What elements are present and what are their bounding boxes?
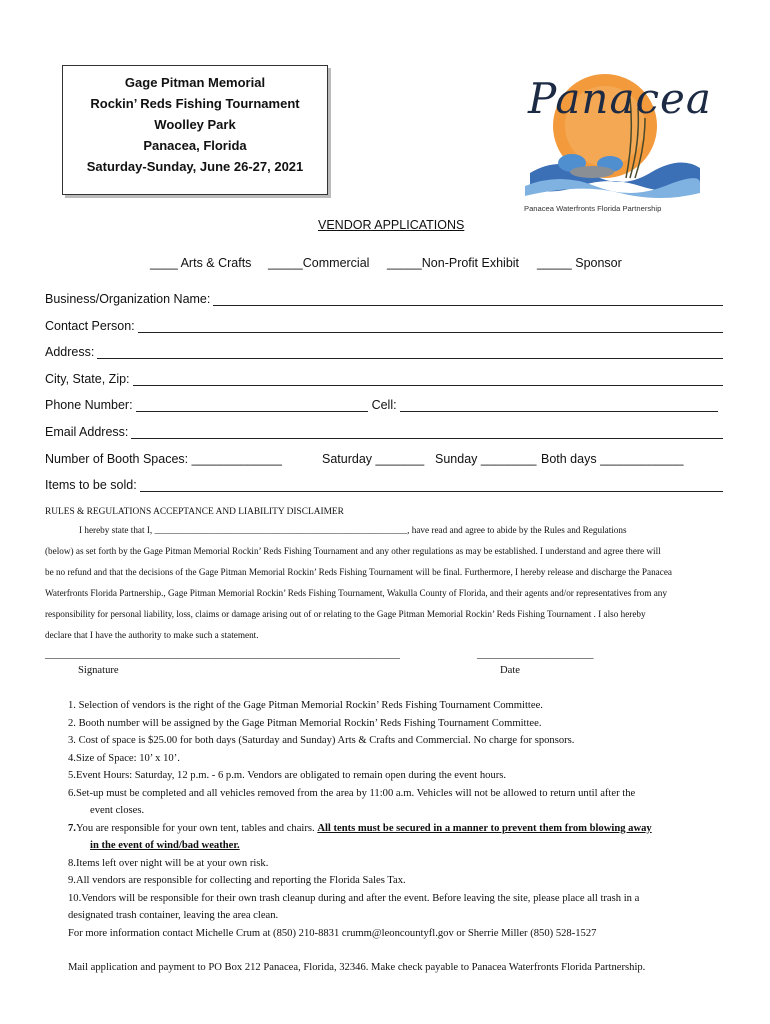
disclaimer-line: (below) as set forth by the Gage Pitman Memorial Rockin’ Reds Fishing Tournament and any other regulations as may be established. I understand and agree there will: [45, 546, 661, 556]
rule-7-number: 7.: [68, 822, 76, 834]
booth-spaces-field[interactable]: Number of Booth Spaces: _____________: [45, 452, 282, 466]
city-state-zip-field[interactable]: [45, 372, 723, 386]
rule-item: designated trash container, leaving the area clean.: [68, 910, 279, 921]
disclaimer-line: be no refund and that the decisions of the Gage Pitman Memorial Rockin’ Reds Fishing Tournament will be final. Furthermore, I hereby release and discharge the Panacea: [45, 567, 672, 577]
rule-item-7: [68, 820, 728, 838]
event-title-line: Saturday-Sunday, June 26-27, 2021: [86, 159, 304, 174]
rule-item: 9.All vendors are responsible for collecting and reporting the Florida Sales Tax.: [68, 875, 406, 886]
items-sold-field[interactable]: [45, 478, 723, 492]
date-label: Date: [500, 665, 520, 676]
event-title-line: Woolley Park: [154, 117, 236, 132]
saturday-field[interactable]: Saturday _______: [322, 452, 425, 466]
disclaimer-text: [45, 520, 735, 646]
field-label: Cell:: [371, 398, 397, 412]
phone-row: [45, 398, 723, 412]
field-label: Business/Organization Name:: [45, 292, 211, 306]
field-label: Contact Person:: [45, 319, 135, 333]
logo-caption: Panacea Waterfronts Florida Partnership: [524, 204, 662, 213]
rule-item: 4.Size of Space: 10’ x 10’.: [68, 752, 180, 764]
rule-item: 5.Event Hours: Saturday, 12 p.m. - 6 p.m. Vendors are obligated to remain open during the event hours.: [68, 770, 507, 781]
field-label: Items to be sold:: [45, 478, 137, 492]
mail-note: Mail application and payment to PO Box 212 Panacea, Florida, 32346. Make check payable to Panacea Waterfronts Florida Partnership.: [68, 962, 646, 973]
contact-info: For more information contact Michelle Crum at (850) 210-8831 crumm@leoncountyfl.gov or Sherrie Miller (850) 528-1527: [68, 927, 597, 939]
field-label: Email Address:: [45, 425, 129, 439]
both-days-field[interactable]: Both days ____________: [541, 452, 684, 466]
panacea-logo: [510, 68, 712, 218]
disclaimer-line: declare that I have the authority to make such a statement.: [45, 630, 259, 640]
disclaimer-line: Waterfronts Florida Partnership., Gage Pitman Memorial Rockin’ Reds Fishing Tournament, Wakulla County of Florida, and their agents and/or representatives from any: [45, 588, 667, 598]
event-title-box: [62, 65, 328, 195]
business-name-field[interactable]: [45, 292, 723, 306]
rule-item: 2. Booth number will be assigned by the Gage Pitman Memorial Rockin’ Reds Fishing Tournament Committee.: [68, 717, 542, 729]
rule-item: 3. Cost of space is $25.00 for both days (Saturday and Sunday) Arts & Crafts and Commercial. No charge for sponsors.: [68, 735, 575, 746]
address-field[interactable]: [45, 345, 723, 359]
rule-item: 8.Items left over night will be at your own risk.: [68, 857, 269, 869]
rule-7-warning: All tents must be secured in a manner to prevent them from blowing away: [317, 822, 652, 834]
disclaimer-line: responsibility for personal liability, loss, claims or damage arising out of or relating to the Gage Pitman Memorial Rockin’ Reds Fishing Tournament . I also hereby: [45, 609, 646, 619]
date-field[interactable]: ______________________: [477, 649, 594, 660]
category-arts-crafts[interactable]: ____ Arts & Crafts: [150, 256, 252, 270]
event-title-line: Panacea, Florida: [143, 138, 247, 153]
disclaimer-heading: RULES & REGULATIONS ACCEPTANCE AND LIABILITY DISCLAIMER: [45, 507, 344, 517]
form-title: VENDOR APPLICATIONS: [318, 218, 465, 232]
event-title-line: Rockin’ Reds Fishing Tournament: [90, 96, 300, 111]
disclaimer-line: I hereby state that I, _______________________________________________________, have read and agree to abide by the Rules and Regulations: [79, 525, 627, 535]
rule-7-text: You are responsible for your own tent, tables and chairs.: [75, 822, 318, 834]
category-sponsor[interactable]: _____ Sponsor: [537, 256, 622, 270]
email-field[interactable]: [45, 425, 723, 439]
rule-item: 6.Set-up must be completed and all vehicles removed from the area by 11:00 a.m. Vehicles will not be allowed to return until after the: [68, 787, 636, 799]
field-label: Address:: [45, 345, 95, 359]
cell-field[interactable]: [400, 399, 718, 412]
field-label: City, State, Zip:: [45, 372, 130, 386]
category-non-profit[interactable]: _____Non-Profit Exhibit: [387, 256, 520, 270]
phone-field[interactable]: [136, 399, 368, 412]
event-title-line: Gage Pitman Memorial: [124, 75, 266, 90]
rule-7-warning-cont: in the event of wind/bad weather.: [90, 840, 240, 851]
rule-item: event closes.: [90, 805, 145, 816]
rule-item: 10.Vendors will be responsible for their own trash cleanup during and after the event. Before leaving the site, please place all trash in a: [68, 892, 640, 904]
sunday-field[interactable]: Sunday ________: [435, 452, 537, 466]
contact-person-field[interactable]: [45, 319, 723, 333]
signature-label: Signature: [78, 665, 119, 676]
field-label: Phone Number:: [45, 398, 133, 412]
rules-list: [68, 697, 728, 942]
category-commercial[interactable]: _____Commercial: [268, 256, 370, 270]
logo-word: Panacea: [528, 74, 712, 123]
signature-field[interactable]: ___________________________________________________________________: [45, 649, 400, 660]
rule-item: 1. Selection of vendors is the right of the Gage Pitman Memorial Rockin’ Reds Fishing Tournament Committee.: [68, 700, 543, 711]
